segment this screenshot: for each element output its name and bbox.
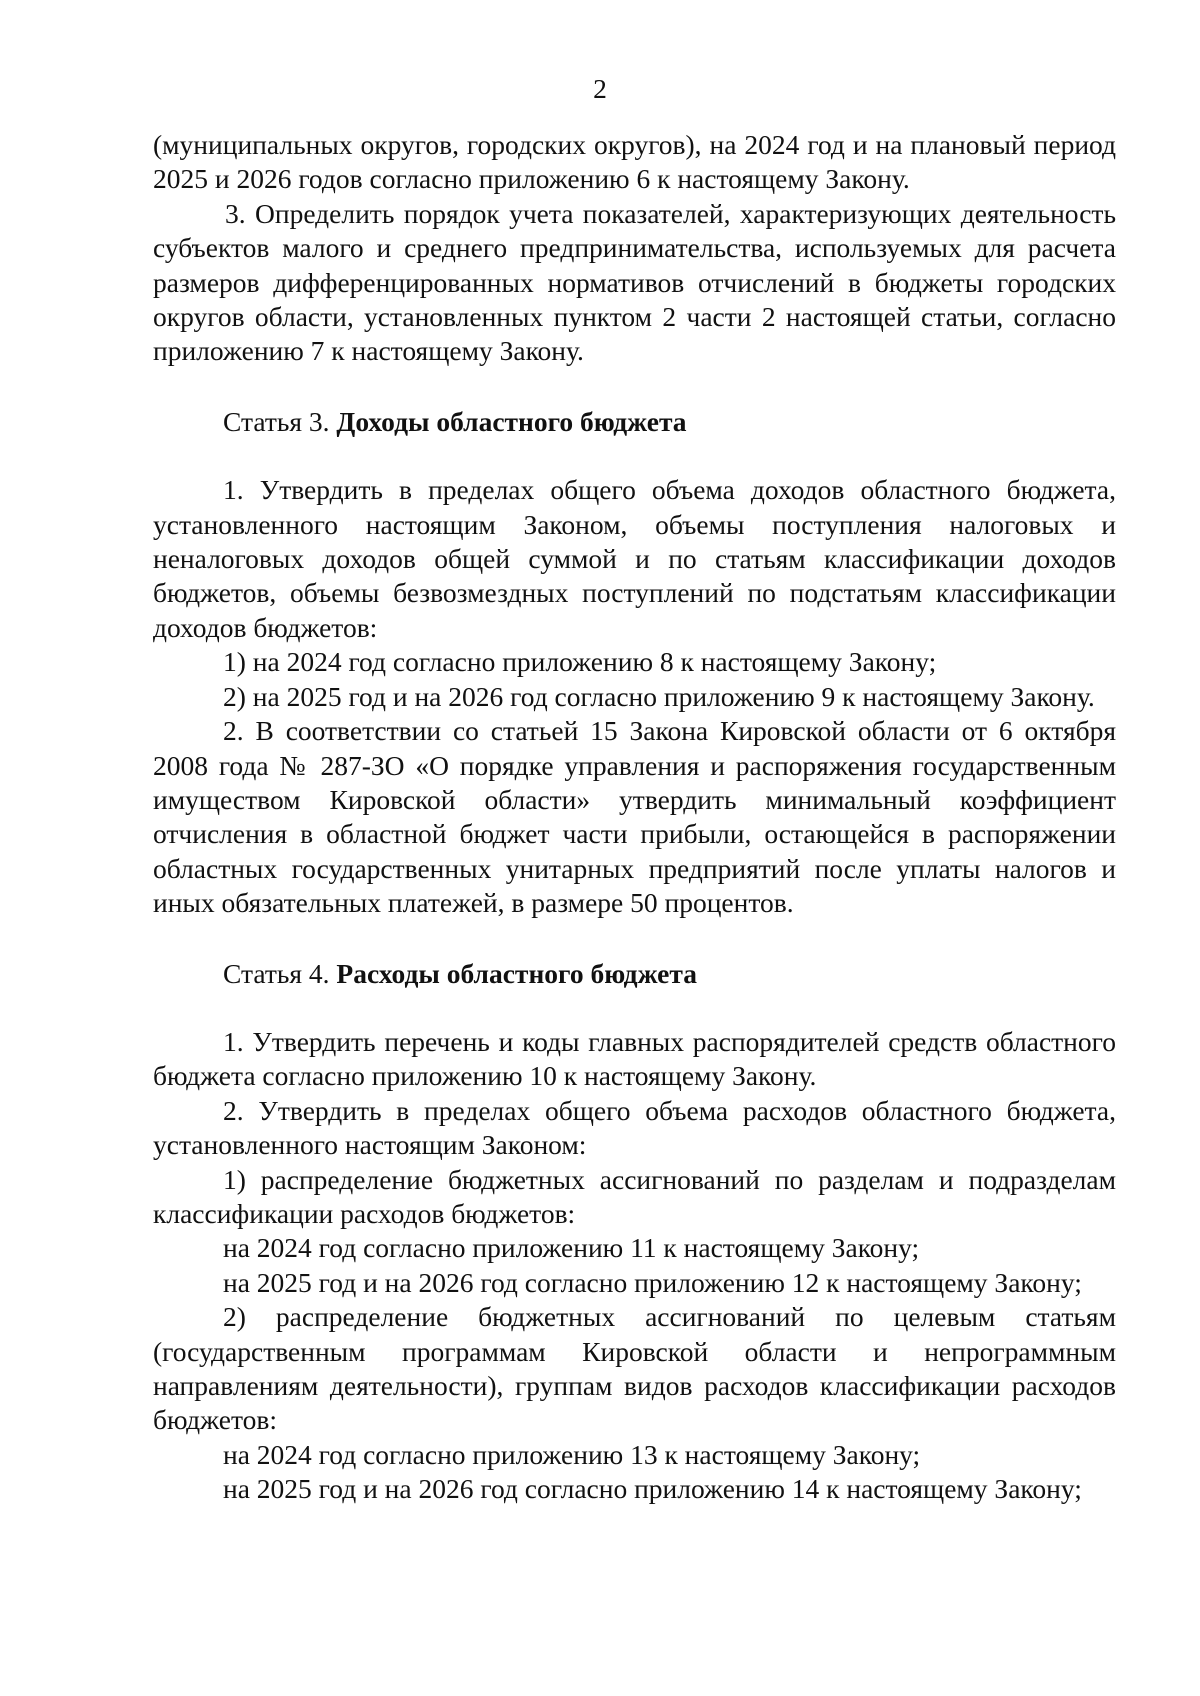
article-3-heading (153, 405, 1116, 439)
article-3-title: Доходы областного бюджета (336, 405, 687, 437)
paragraph: (муниципальных округов, городских округов), на 2024 год и на плановый период 2025 и 2026 годов согласно приложению 6 к настоящему Закону. (153, 129, 1116, 195)
paragraph: на 2024 год согласно приложению 13 к настоящему Закону; (223, 1438, 921, 1470)
paragraph: на 2024 год согласно приложению 11 к настоящему Закону; (223, 1232, 920, 1264)
article-4-label: Статья 4. (223, 957, 330, 989)
article-3-label: Статья 3. (223, 405, 330, 437)
paragraph: 1. Утвердить в пределах общего объема доходов областного бюджета, установленного настоящим Законом, объемы поступления налоговых и неналоговых доходов общей суммой и по статьям классификации доходов бюджетов, объемы безвозмездных поступлений по подстатьям классификации доходов бюджетов: (153, 474, 1116, 643)
article-4-title: Расходы областного бюджета (336, 957, 697, 989)
page-number: 2 (593, 73, 607, 104)
paragraph: 1) на 2024 год согласно приложению 8 к настоящему Закону; (223, 646, 937, 678)
paragraph: 2. В соответствии со статьей 15 Закона Кировской области от 6 октября 2008 года № 287-ЗО «О порядке управления и распоряжения государственным имуществом Кировской области» утвердить минимальный коэффициент отчисления в областной бюджет части прибыли, остающейся в распоряжении областных государственных унитарных предприятий после уплаты налогов и иных обязательных платежей, в размере 50 процентов. (153, 715, 1116, 919)
paragraph: 1) распределение бюджетных ассигнований по разделам и подразделам классификации расходов бюджетов: (153, 1163, 1116, 1229)
paragraph: 2) на 2025 год и на 2026 год согласно приложению 9 к настоящему Закону. (223, 680, 1095, 712)
paragraph: на 2025 год и на 2026 год согласно приложению 12 к настоящему Закону; (223, 1266, 1082, 1298)
paragraph: 3. Определить порядок учета показателей, характеризующих деятельность субъектов малого и среднего предпринимательства, используемых для расчета размеров дифференцированных нормативов отчислений в бюджеты городских округов области, установленных пунктом 2 части 2 настоящей статьи, согласно приложению 7 к настоящему Закону. (153, 197, 1116, 367)
article-4-heading (153, 957, 1116, 991)
paragraph: на 2025 год и на 2026 год согласно приложению 14 к настоящему Закону; (223, 1473, 1082, 1505)
paragraph: 2) распределение бюджетных ассигнований по целевым статьям (государственным программам Кировской области и непрограммным направлениям деятельности), группам видов расходов классификации расходов бюджетов: (153, 1301, 1116, 1436)
paragraph: 2. Утвердить в пределах общего объема расходов областного бюджета, установленного настоящим Законом: (153, 1094, 1116, 1161)
paragraph: 1. Утвердить перечень и коды главных распорядителей средств областного бюджета согласно приложению 10 к настоящему Закону. (153, 1025, 1116, 1092)
document-body (153, 128, 1116, 1507)
